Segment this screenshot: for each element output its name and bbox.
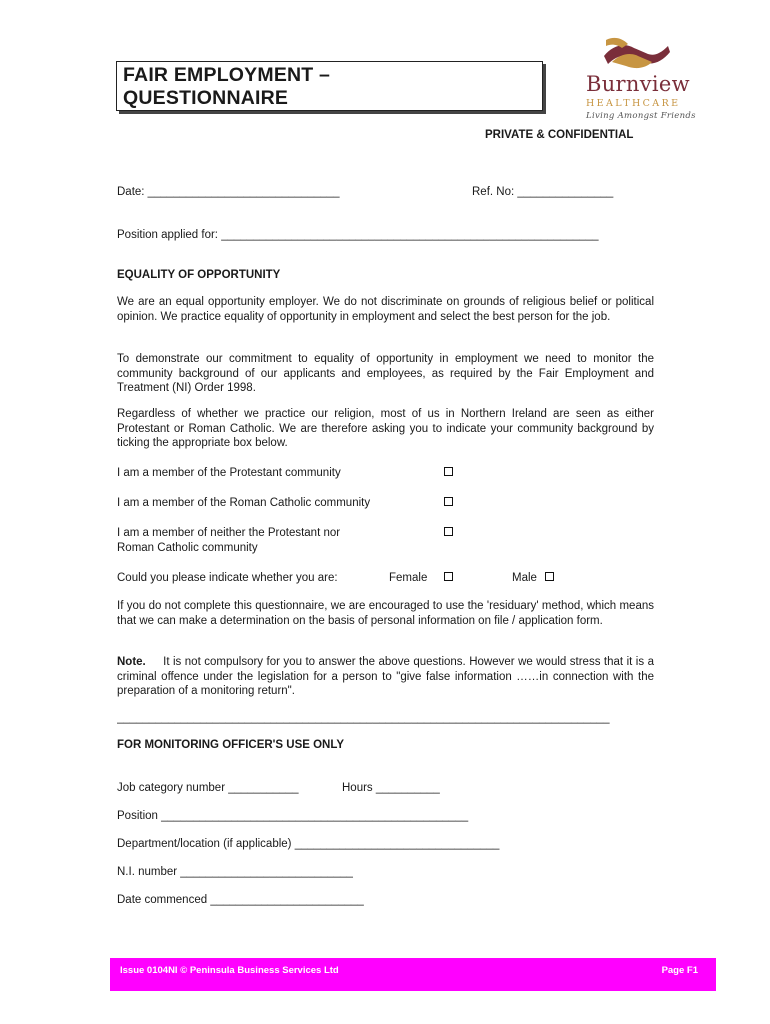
form-title-line-2: QUESTIONNAIRE [123, 87, 289, 109]
logo-tagline: Living Amongst Friends [586, 111, 696, 121]
logo-name: Burnview [586, 72, 690, 96]
ni-number-field[interactable]: N.I. number ___________________________ [117, 866, 353, 878]
gender-question: Could you please indicate whether you are: [117, 572, 338, 584]
catholic-checkbox[interactable] [444, 497, 453, 506]
note-paragraph [117, 655, 654, 699]
equality-paragraph-2: To demonstrate our commitment to equality of opportunity in employment we need to monitor the community background of our applicants and employees, as required by the Fair Employment and Treatment (NI) Order 1998. [117, 353, 654, 394]
note-text: It is not compulsory for you to answer the above questions. However we would stress that it is a criminal offence under the legislation for a person to "give false information ……in connection with the preparation of a monitoring return". [117, 656, 654, 697]
hours-field[interactable]: Hours __________ [342, 782, 440, 794]
male-label: Male [512, 572, 537, 584]
ref-number-field[interactable]: Ref. No: _______________ [472, 186, 614, 198]
logo-subtitle: HEALTHCARE [586, 98, 681, 109]
date-field[interactable]: Date: ______________________________ [117, 186, 340, 198]
department-field[interactable]: Department/location (if applicable) ________________________________ [117, 838, 500, 850]
form-title-line-1: FAIR EMPLOYMENT – [123, 64, 331, 86]
option-neither-label-2: Roman Catholic community [117, 542, 258, 554]
footer-bar [110, 958, 716, 991]
neither-checkbox[interactable] [444, 527, 453, 536]
position-applied-field[interactable]: Position applied for: ___________________________________________________________ [117, 229, 599, 241]
equality-paragraph-1: We are an equal opportunity employer. We do not discriminate on grounds of religious belief or political opinion. We practice equality of opportunity in employment and select the best person for the job. [117, 296, 654, 323]
monitoring-heading: FOR MONITORING OFFICER'S USE ONLY [117, 739, 345, 751]
option-catholic-label: I am a member of the Roman Catholic community [117, 497, 371, 509]
form-title-box [116, 61, 543, 111]
residuary-paragraph: If you do not complete this questionnaire, we are encouraged to use the 'residuary' method, which means that we can make a determination on the basis of personal information on file / application form. [117, 600, 654, 627]
female-checkbox[interactable] [444, 572, 453, 581]
date-commenced-field[interactable]: Date commenced ________________________ [117, 894, 364, 906]
option-neither-label-1: I am a member of neither the Protestant nor [117, 527, 341, 539]
equality-heading: EQUALITY OF OPPORTUNITY [117, 269, 281, 281]
section-divider: _____________________________________________________________________________ [117, 712, 610, 724]
footer-issue-text: Issue 0104NI © Peninsula Business Services Ltd [120, 965, 339, 976]
footer-page-number: Page F1 [661, 965, 698, 976]
note-label: Note. [117, 656, 146, 668]
job-category-field[interactable]: Job category number ___________ [117, 782, 299, 794]
option-protestant-label: I am a member of the Protestant community [117, 467, 341, 479]
protestant-checkbox[interactable] [444, 467, 453, 476]
equality-paragraph-3: Regardless of whether we practice our religion, most of us in Northern Ireland are seen as either Protestant or Roman Catholic. We are therefore asking you to indicate your community background by ticking the appropriate box below. [117, 408, 654, 449]
burnview-logo [584, 36, 699, 124]
handshake-icon [602, 36, 672, 74]
male-checkbox[interactable] [545, 572, 554, 581]
confidential-label: PRIVATE & CONFIDENTIAL [485, 129, 634, 141]
monitoring-position-field[interactable]: Position ________________________________________________ [117, 810, 469, 822]
female-label: Female [389, 572, 428, 584]
